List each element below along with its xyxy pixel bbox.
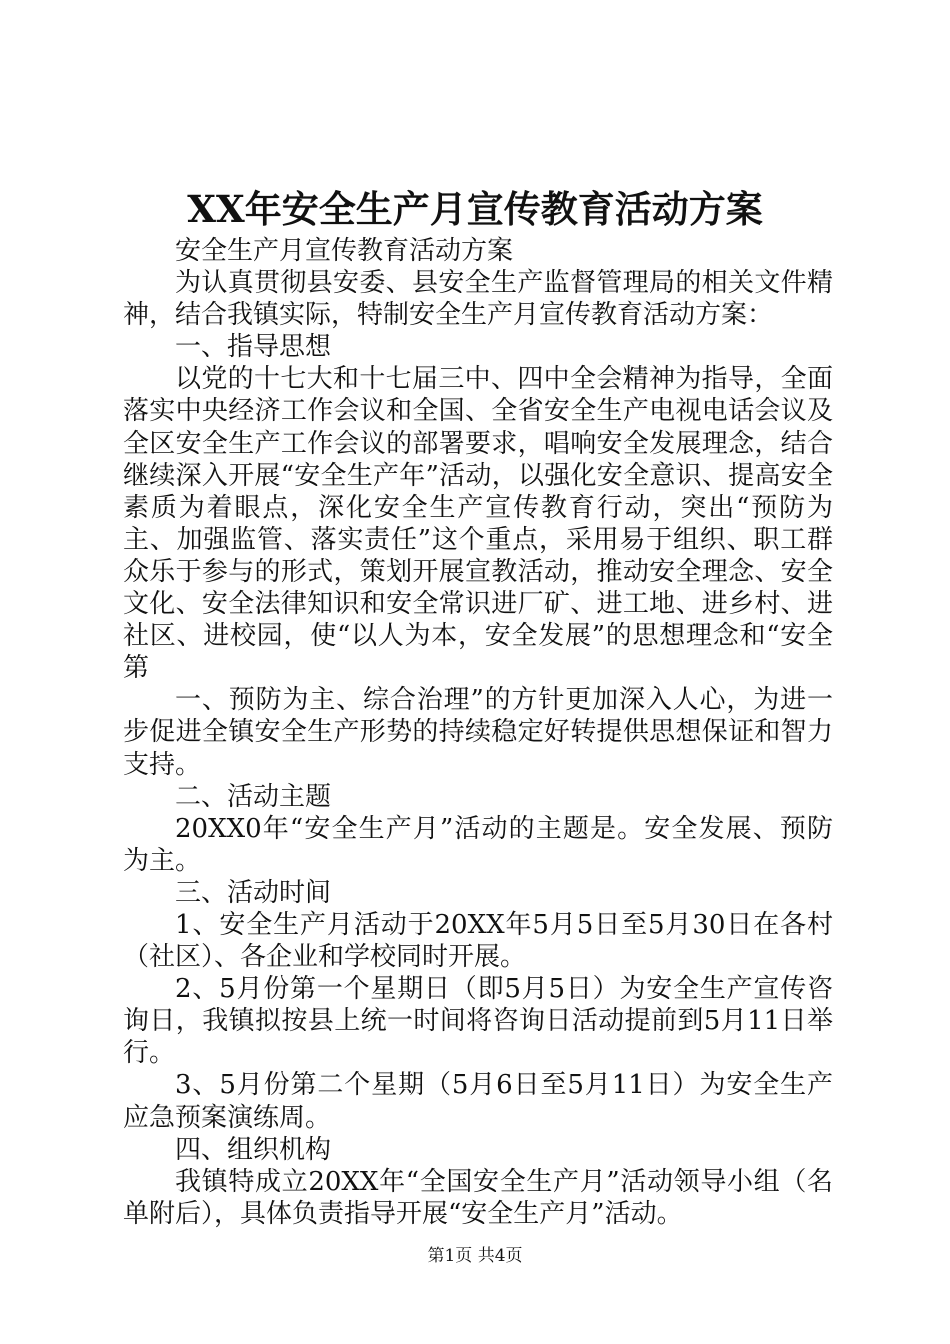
paragraph-time-item-2: 2、5月份第一个星期日（即5月5日）为安全生产宣传咨询日，我镇拟按县上统一时间将咨询日活动提前到5月11日举行。 — [123, 974, 833, 1069]
section-heading-activity-time: 三、活动时间 — [175, 877, 332, 908]
paragraph-activity-theme: 20XX0年“安全生产月”活动的主题是。安全发展、预防为主。 — [123, 813, 833, 876]
paragraph-guiding-ideology: 以党的十七大和十七届三中、四中全会精神为指导，全面落实中央经济工作会议和全国、全省安全生产电视电话会议及全区安全生产工作会议的部署要求，唱响安全发展理念，结合继续深入开展“安全生产年”活动，以强化安全意识、提高安全素质为着眼点，深化安全生产宣传教育行动，突出“预防为主、加强监管、落实责任”这个重点，采用易于组织、职工群众乐于参与的形式，策划开展宣教活动，推动安全理念、安全文化、安全法律知识和安全常识进厂矿、进工地、进乡村、进社区、进校园，使“以人为本，安全发展”的思想理念和“安全第 — [123, 364, 833, 684]
section-heading-organization: 四、组织机构 — [175, 1134, 332, 1165]
paragraph-intro: 为认真贯彻县安委、县安全生产监督管理局的相关文件精神，结合我镇实际，特制安全生产月宣传教育活动方案： — [123, 268, 833, 331]
document-body — [123, 235, 833, 1230]
paragraph-guiding-ideology-continued: 一、预防为主、综合治理”的方针更加深入人心，为进一步促进全镇安全生产形势的持续稳定好转提供思想保证和智力支持。 — [123, 685, 833, 780]
section-heading-guiding-ideology: 一、指导思想 — [175, 332, 332, 363]
document-title: XX年安全生产月宣传教育活动方案 — [187, 187, 763, 231]
section-heading-activity-theme: 二、活动主题 — [175, 781, 332, 812]
paragraph-organization: 我镇特成立20XX年“全国安全生产月”活动领导小组（名单附后），具体负责指导开展“安全生产月”活动。 — [123, 1166, 833, 1229]
paragraph-subtitle: 安全生产月宣传教育活动方案 — [175, 236, 514, 266]
paragraph-time-item-1: 1、安全生产月活动于20XX年5月5日至5月30日在各村（社区）、各企业和学校同时开展。 — [123, 909, 833, 973]
paragraph-time-item-3: 3、5月份第二个星期（5月6日至5月11日）为安全生产应急预案演练周。 — [123, 1070, 833, 1133]
page-footer: 第1页 共4页 — [427, 1246, 523, 1266]
